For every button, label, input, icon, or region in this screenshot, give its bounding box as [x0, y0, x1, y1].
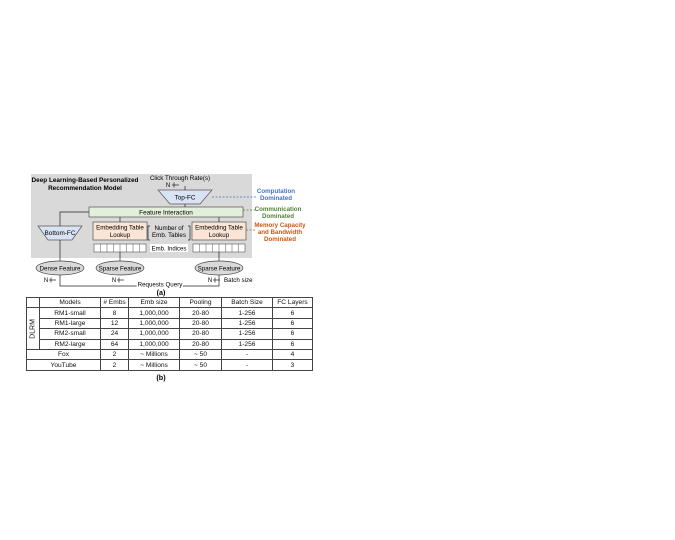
table-cell: Fox [27, 349, 101, 359]
computation-label-1: Computation [256, 188, 296, 195]
table-cell: 6 [273, 329, 313, 339]
table-cell: 1,000,000 [129, 308, 180, 318]
table-row [27, 349, 313, 359]
table-header-cell: # Embs [101, 298, 129, 308]
table-cell: 1-256 [222, 308, 273, 318]
num-tables-line2: Emb. Tables [152, 232, 186, 239]
computation-label-2: Dominated [260, 195, 292, 202]
dlrm-group-label: DLRM [29, 318, 37, 339]
sparse-feature-left-label: Sparse Feature [98, 265, 142, 273]
table-cell: ~ Millions [129, 360, 180, 370]
table-cell: 8 [101, 308, 129, 318]
table-cell: 1,000,000 [129, 339, 180, 349]
table-corner-cell [27, 298, 40, 308]
requests-query-label: Requests Query [137, 281, 183, 289]
model-title-line1: Deep Learning-Based Personalized [31, 177, 139, 184]
table-cell: YouTube [27, 360, 101, 370]
table-row [27, 329, 313, 339]
table-cell: 6 [273, 308, 313, 318]
table-header-cell: Emb size [129, 298, 180, 308]
table-cell: 6 [273, 318, 313, 328]
communication-label-1: Communication [254, 206, 302, 213]
table-row [27, 360, 313, 370]
table-header-cell: FC Layers [273, 298, 313, 308]
ctr-label: Click Through Rate(s) [149, 175, 211, 182]
table-header-cell: Batch Size [222, 298, 273, 308]
table-cell: 1-256 [222, 318, 273, 328]
feature-interaction-label: Feature Interaction [139, 209, 193, 217]
table-cell: - [222, 349, 273, 359]
table-cell: 12 [101, 318, 129, 328]
table-row [27, 318, 313, 328]
batch-size-label: Batch size [224, 277, 253, 284]
caption-b: (b) [156, 373, 166, 382]
sparse-left-n-label: N [111, 278, 117, 284]
table-cell: RM1-small [40, 308, 101, 318]
emb-indices-left [94, 244, 146, 252]
table-cell: 3 [273, 360, 313, 370]
table-cell: 1-256 [222, 339, 273, 349]
dense-feature-label: Dense Feature [39, 265, 81, 273]
table-cell: 1-256 [222, 329, 273, 339]
table-cell: 20-80 [180, 329, 222, 339]
table-cell: 1,000,000 [129, 318, 180, 328]
table-row [27, 308, 313, 318]
model-comparison-table [26, 297, 313, 371]
table-cell: ~ 50 [180, 360, 222, 370]
embedding-lookup-right-line1: Embedding Table [195, 224, 243, 232]
table-row [27, 339, 313, 349]
bottom-fc-label: Bottom-FC [44, 230, 76, 237]
embedding-lookup-left-line1: Embedding Table [96, 224, 144, 232]
top-fc-label: Top-FC [174, 194, 196, 202]
table-cell: ~ 50 [180, 349, 222, 359]
table-cell: 24 [101, 329, 129, 339]
memory-label-3: Dominated [264, 236, 296, 243]
embedding-lookup-right-line2: Lookup [208, 232, 230, 239]
table-header-cell: Pooling [180, 298, 222, 308]
table-cell: 20-80 [180, 308, 222, 318]
communication-label-2: Dominated [262, 213, 294, 220]
embedding-lookup-left-line2: Lookup [109, 232, 131, 239]
sparse-feature-right-label: Sparse Feature [197, 265, 241, 273]
ctr-n-label: N [165, 183, 171, 189]
table-cell: RM2-small [40, 329, 101, 339]
table-cell: 20-80 [180, 339, 222, 349]
table-cell: RM2-large [40, 339, 101, 349]
table-header-cell: Models [40, 298, 101, 308]
table-cell: ~ Millions [129, 349, 180, 359]
emb-indices-label: Emb. Indices [151, 246, 187, 253]
table-cell: 64 [101, 339, 129, 349]
table-cell: 4 [273, 349, 313, 359]
num-tables-line1: Number of [154, 225, 184, 232]
table-cell: 20-80 [180, 318, 222, 328]
table-cell: 2 [101, 349, 129, 359]
emb-indices-right [193, 244, 245, 252]
table-header-row [27, 298, 313, 308]
memory-label-2: and Bandwidth [257, 229, 303, 236]
memory-label-1: Memory Capacity [254, 222, 306, 229]
table-cell: 6 [273, 339, 313, 349]
dense-n-label: N [43, 278, 49, 284]
sparse-right-n-label: N [207, 278, 213, 284]
table-cell: 2 [101, 360, 129, 370]
dlrm-group-cell [27, 308, 40, 350]
model-title-line2: Recommendation Model [48, 185, 122, 192]
caption-a: (a) [156, 288, 166, 297]
table-cell: 1,000,000 [129, 329, 180, 339]
table-cell: RM1-large [40, 318, 101, 328]
table-cell: - [222, 360, 273, 370]
